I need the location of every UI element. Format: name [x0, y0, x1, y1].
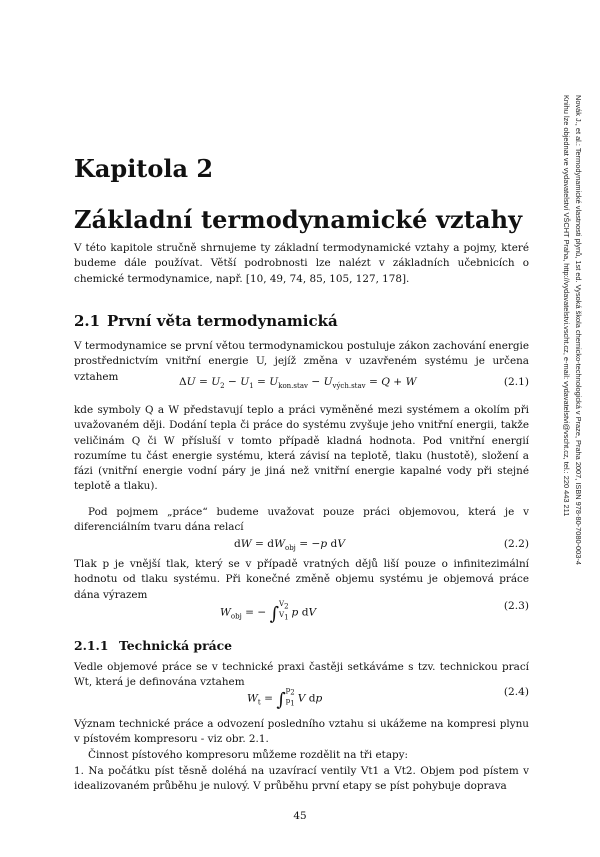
paragraph-heat-work: kde symboly Q a W představují teplo a práci vyměněné mezi systémem a okolím při uvažovaném ději. Dodání tepla či práce do systému zvyšuje jeho vnitřní energii, takže veličinám Q či W přísluší v tomto případě kladná hodnota. Pod vnitřní energií rozumíme tu část energie systému, která závisí na teplotě, tlaku (hustotě), složení a fázi (vnitřní energie vodní páry je jiná než vnitřní energie kapalné vody při stejné teplotě a tlaku).	[74, 404, 529, 493]
section-number: 2.1	[74, 312, 101, 330]
paragraph-pressure: Tlak p je vnější tlak, který se v případě vratných dějů liší pouze o infinitezimální hodnotu od tlaku systému. Při konečné změně objemu systému je objemová práce dána výrazem	[74, 558, 529, 601]
section-heading-2-1	[74, 312, 338, 330]
paragraph-stages: Činnost pístového kompresoru můžeme rozdělit na tři etapy:	[88, 749, 409, 761]
paragraph-compression: Význam technické práce a odvození posledního vztahu si ukážeme na kompresi plynu v pístovém kompresoru - viz obr. 2.1.	[74, 718, 529, 746]
section-title: Technická práce	[119, 638, 233, 653]
equation-2-2-body: dW = $dW_{obj} = -p$ dV	[234, 538, 345, 553]
side-note-line-1: Novák J., et al.: Termodynamické vlastnosti plynů, 1st ed. Vysoká škola chemicko-technologická v Praze, Praha 2007, ISBN 978-80-7080-003-4	[574, 95, 583, 565]
section-title: První věta termodynamická	[107, 312, 338, 330]
equation-2-2	[74, 538, 529, 554]
page-number: 45	[293, 810, 307, 822]
paragraph-first-law: V termodynamice se první větou termodynamickou postuluje zákon zachování energie prostřednictvím vnitřní energie U, jejíž změna v uzavřeném systému je určena vztahem	[74, 340, 529, 383]
section-heading-2-1-1	[74, 638, 232, 653]
paragraph-work-definition: Pod pojmem „práce“ budeme uvažovat pouze práci objemovou, která je v diferenciálním tvaru dána relací	[74, 506, 529, 534]
section-number: 2.1.1	[74, 638, 109, 653]
equation-number: (2.1)	[503, 376, 529, 388]
equation-number: (2.2)	[503, 538, 529, 550]
equation-2-3-body: $W_{obj}$ = − ∫ $V_2$ $V_1$ p dV	[220, 600, 317, 625]
equation-2-4-body: $W_t$ = ∫ $p_2$ $p_1$ V dp	[247, 686, 323, 711]
equation-2-3	[74, 594, 529, 624]
equation-2-1-body: $\Delta U = U_2 - U_1 = U_{kon.stav} - U_{vých.stav} = Q + W$	[179, 376, 417, 391]
side-note-line-2: Knihu lze objednat ve vydavatelství VŠCHT Praha, http://vydavatelstvi.vscht.cz, e-mail: vydavatelstvi@vscht.cz, tel.: 220 443 211	[562, 95, 571, 517]
intro-paragraph: V této kapitole stručně shrnujeme ty základní termodynamické vztahy a pojmy, které budeme dále používat. Větší podrobnosti lze nalézt v základních učebnicích o chemické termodynamice, např. [10, 49, 74, 85, 105, 127, 178].	[74, 242, 529, 285]
equation-2-1	[74, 376, 529, 394]
equation-2-4	[74, 684, 529, 714]
chapter-label: Kapitola 2	[74, 154, 214, 183]
chapter-title: Základní termodynamické vztahy	[74, 205, 523, 234]
equation-number: (2.4)	[503, 686, 529, 698]
equation-number: (2.3)	[503, 600, 529, 612]
side-citation-note	[560, 95, 584, 715]
paragraph-stage-1: 1. Na počátku píst těsně doléhá na uzavírací ventily Vt1 a Vt2. Objem pod pístem v idealizovaném průběhu je nulový. V průběhu první etapy se píst pohybuje doprava	[74, 765, 529, 793]
paragraph-technical-work: Vedle objemové práce se v technické praxi častěji setkáváme s tzv. technickou prací Wt, která je definována vztahem	[74, 661, 529, 689]
